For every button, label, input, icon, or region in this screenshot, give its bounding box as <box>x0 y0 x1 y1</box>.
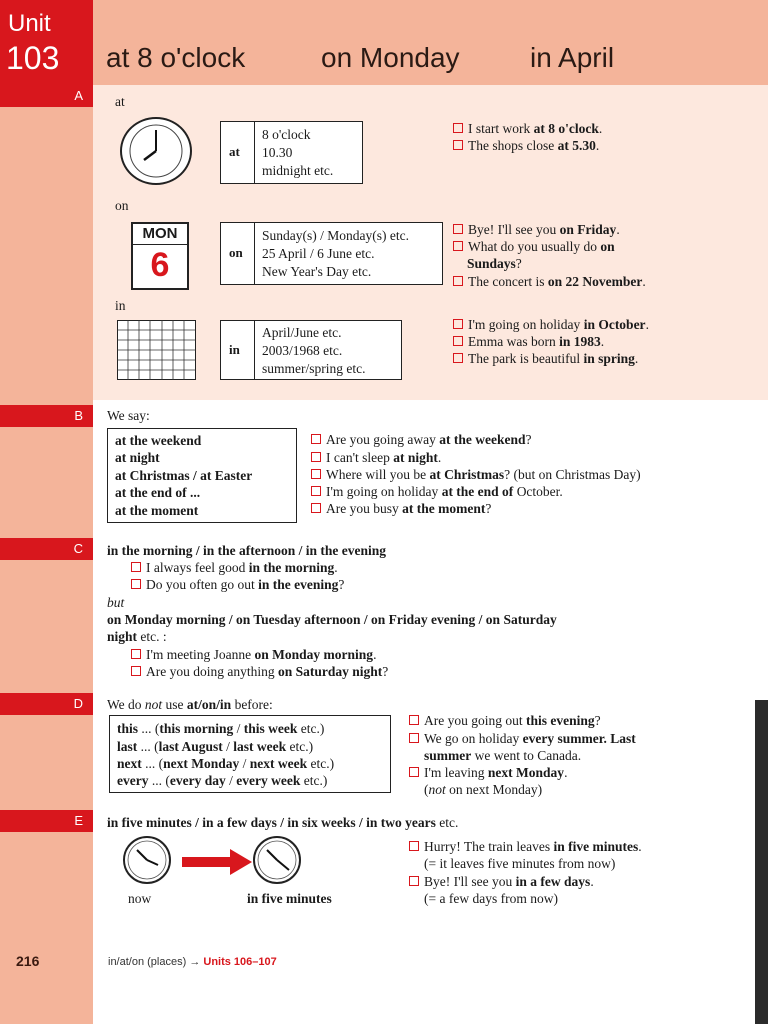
in-box <box>220 320 402 380</box>
example-c-4: Are you doing anything on Saturday night? <box>131 663 388 680</box>
section-a-marker: A <box>0 85 93 107</box>
section-d-box <box>109 715 391 793</box>
section-d-row: every ... (every day / every week etc.) <box>117 773 328 788</box>
section-e-marker: E <box>0 810 93 832</box>
in-box-item: summer/spring etc. <box>262 361 366 376</box>
checkbox-bullet-icon <box>131 666 141 676</box>
unit-label: Unit <box>8 10 51 37</box>
clock-eight-icon <box>120 117 192 185</box>
checkbox-bullet-icon <box>453 140 463 150</box>
section-d-row: last ... (last August / last week etc.) <box>117 739 314 754</box>
at-box-item: 8 o'clock <box>262 127 311 142</box>
at-label: at <box>229 144 240 159</box>
example-at-1: I start work at 8 o'clock. <box>453 120 602 137</box>
checkbox-bullet-icon <box>311 469 321 479</box>
example-in-3: The park is beautiful in spring. <box>453 350 638 367</box>
clock-later-icon <box>250 835 305 885</box>
section-b-box <box>107 428 297 523</box>
checkbox-bullet-icon <box>409 715 419 725</box>
example-e-2: Bye! I'll see you in a few days. <box>409 873 594 890</box>
unit-number: 103 <box>6 40 60 76</box>
section-b-phrase: at the weekend <box>115 433 202 448</box>
checkbox-bullet-icon <box>453 319 463 329</box>
page-number: 216 <box>16 953 40 969</box>
section-d-marker: D <box>0 693 93 715</box>
section-c-but: but <box>107 595 125 610</box>
checkbox-bullet-icon <box>409 733 419 743</box>
checkbox-bullet-icon <box>453 123 463 133</box>
arrow-right-icon <box>182 849 252 875</box>
calendar-grid-icon <box>117 320 196 380</box>
section-c-line-2: on Monday morning / on Tuesday afternoon / on Friday evening / on Saturday <box>107 612 557 627</box>
cross-reference[interactable]: in/at/on (places) → Units 106–107 <box>108 956 277 968</box>
example-on-2-cont: Sundays? <box>467 256 522 271</box>
calendar-day: MON <box>133 224 187 245</box>
clock-now-icon <box>120 835 175 885</box>
checkbox-bullet-icon <box>311 503 321 513</box>
page-edge-shadow <box>755 700 768 1024</box>
example-on-1: Bye! I'll see you on Friday. <box>453 221 620 238</box>
unit-badge <box>0 0 93 85</box>
section-b-phrase: at Christmas / at Easter <box>115 468 253 483</box>
checkbox-bullet-icon <box>409 876 419 886</box>
checkbox-bullet-icon <box>131 562 141 572</box>
on-heading: on <box>115 198 129 213</box>
example-e-1-note: (= it leaves five minutes from now) <box>424 856 616 871</box>
example-d-2-cont: summer we went to Canada. <box>424 748 582 763</box>
in-label: in <box>229 342 240 357</box>
example-on-3: The concert is on 22 November. <box>453 273 646 290</box>
checkbox-bullet-icon <box>453 241 463 251</box>
example-e-1: Hurry! The train leaves in five minutes. <box>409 838 642 855</box>
section-b-phrase: at night <box>115 450 160 465</box>
section-b-phrase: at the end of ... <box>115 485 201 500</box>
example-in-1: I'm going on holiday in October. <box>453 316 649 333</box>
title-banner <box>93 0 768 85</box>
section-d-row: this ... (this morning / this week etc.) <box>117 721 325 736</box>
in-box-item: April/June etc. <box>262 325 342 340</box>
checkbox-bullet-icon <box>453 336 463 346</box>
title-part-1: at 8 o'clock <box>106 42 246 73</box>
section-d-row: next ... (next Monday / next week etc.) <box>117 756 335 771</box>
at-box-item: 10.30 <box>262 145 293 160</box>
example-c-3: I'm meeting Joanne on Monday morning. <box>131 646 376 663</box>
in-heading: in <box>115 298 126 313</box>
title-part-3: in April <box>530 42 615 73</box>
checkbox-bullet-icon <box>131 579 141 589</box>
left-margin <box>0 0 93 1024</box>
section-b-phrase: at the moment <box>115 503 199 518</box>
on-box-item: 25 April / 6 June etc. <box>262 246 375 261</box>
checkbox-bullet-icon <box>311 486 321 496</box>
in-box-item: 2003/1968 etc. <box>262 343 343 358</box>
checkbox-bullet-icon <box>409 767 419 777</box>
example-b-4: I'm going on holiday at the end of October. <box>311 483 563 500</box>
example-b-2: I can't sleep at night. <box>311 449 441 466</box>
checkbox-bullet-icon <box>131 649 141 659</box>
section-b-intro: We say: <box>107 408 150 423</box>
example-d-3: I'm leaving next Monday. <box>409 764 567 781</box>
at-box-item: midnight etc. <box>262 163 334 178</box>
section-d-intro: We do not use at/on/in before: <box>107 697 273 712</box>
checkbox-bullet-icon <box>453 224 463 234</box>
checkbox-bullet-icon <box>453 276 463 286</box>
calendar-page-icon <box>131 222 189 290</box>
example-in-2: Emma was born in 1983. <box>453 333 604 350</box>
at-heading: at <box>115 94 125 109</box>
checkbox-bullet-icon <box>311 452 321 462</box>
section-b-marker: B <box>0 405 93 427</box>
example-e-2-note: (= a few days from now) <box>424 891 558 906</box>
calendar-number: 6 <box>150 246 170 284</box>
at-box <box>220 121 363 184</box>
example-b-5: Are you busy at the moment? <box>311 500 491 517</box>
example-b-3: Where will you be at Christmas? (but on Christmas Day) <box>311 466 641 483</box>
checkbox-bullet-icon <box>311 434 321 444</box>
example-c-2: Do you often go out in the evening? <box>131 576 344 593</box>
clock-later-label: in five minutes <box>247 891 332 906</box>
on-box-item: Sunday(s) / Monday(s) etc. <box>262 228 409 243</box>
section-c-line-1: in the morning / in the afternoon / in the evening <box>107 543 387 558</box>
example-b-1: Are you going away at the weekend? <box>311 431 531 448</box>
checkbox-bullet-icon <box>453 353 463 363</box>
on-label: on <box>229 245 243 260</box>
title-part-2: on Monday <box>321 42 460 73</box>
example-d-3-note: (not on next Monday) <box>424 782 543 797</box>
example-d-1: Are you going out this evening? <box>409 712 601 729</box>
checkbox-bullet-icon <box>409 841 419 851</box>
section-c-line-3: night etc. : <box>107 629 167 644</box>
on-box-item: New Year's Day etc. <box>262 264 372 279</box>
on-box <box>220 222 443 285</box>
example-d-2: We go on holiday every summer. Last <box>409 730 636 747</box>
example-c-1: I always feel good in the morning. <box>131 559 338 576</box>
section-c-marker: C <box>0 538 93 560</box>
clock-now-label: now <box>128 891 152 906</box>
example-at-2: The shops close at 5.30. <box>453 137 599 154</box>
section-e-line: in five minutes / in a few days / in six weeks / in two years etc. <box>107 815 459 830</box>
example-on-2: What do you usually do on <box>453 238 615 255</box>
